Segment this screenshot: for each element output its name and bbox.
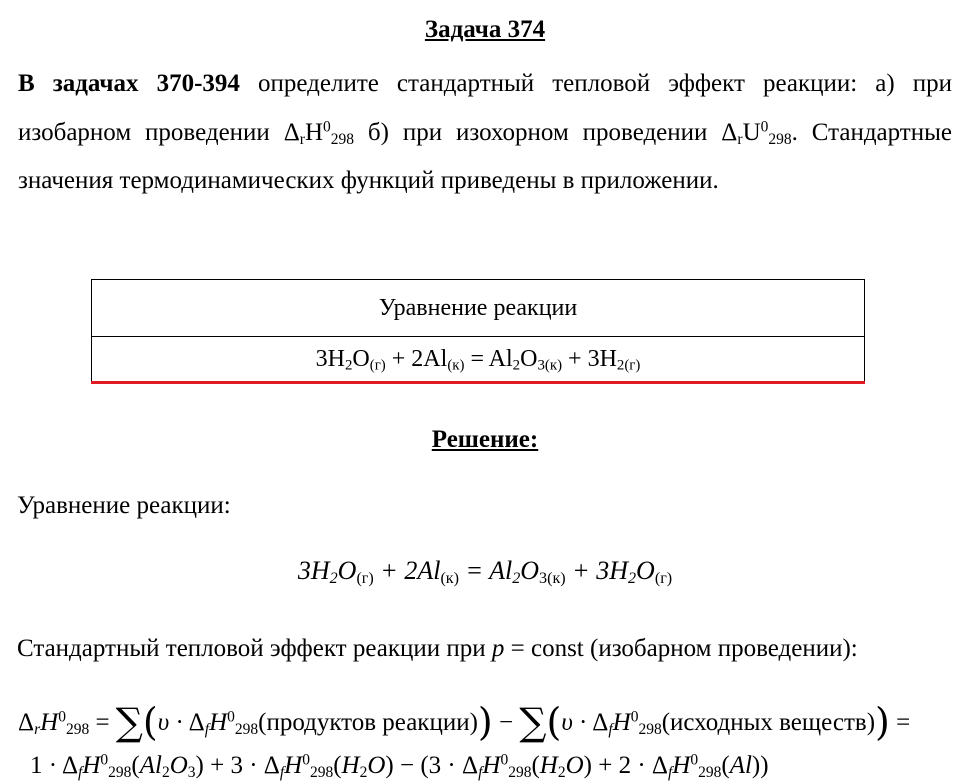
isobaric-label-text: Стандартный тепловой эффект реакции при <box>17 635 492 662</box>
formula-reactants: (исходных веществ) <box>661 709 876 736</box>
task-title: Задача 374 <box>424 16 546 43</box>
reaction-equation: $3H_2O_{(г)} + 2Al_{(к)} = Al_2O_{3(к)} + 3H_2O_{(г)}$ <box>297 556 673 588</box>
equation-label: Уравнение реакции: <box>17 492 231 519</box>
reaction-table-header: Уравнение реакции <box>92 280 865 337</box>
enthalpy-formula: $\Delta_rH^0_{298} = \sum(\upsilon$ · $\Delta_fH^0_{298}(продуктов$ реакции)) − $\sum(\upsilon \cdot \Delta_fH^0_{298}(исходных$ веществ)) = <box>18 700 911 744</box>
sum-symbol: ∑( <box>115 700 158 744</box>
isobaric-label <box>17 635 858 663</box>
formula-products: (продуктов реакции) <box>258 709 478 736</box>
task-range: В задачах 370-394 <box>18 70 240 97</box>
statement-part-2: б) при изохорном проведении Δ <box>354 118 738 146</box>
task-statement: В задачах 370-394 определите стандартный тепловой эффект реакции: а) при изобарном проведении $\Delta_rH^0_{298}$ б) при изохорном проведении $\Delta_rU^0_{298}$. Стандартные значения термодинамических функций приведены в приложении. <box>18 70 953 194</box>
statement-part-1: определите стандартный тепловой эффект реакции: а) при изобарном проведении Δ <box>18 70 952 146</box>
pressure-symbol: p <box>491 635 505 662</box>
statement-part-3: . Стандартные значения термодинамических функций приведены в приложении. <box>18 118 953 194</box>
solution-heading: Решение: <box>431 426 539 453</box>
reaction-table-equation: $3H_2O_{(г)} + 2Al_{(к)} = Al_2O_{3(к)} + 3H_{2(г)}$ <box>92 337 865 383</box>
reaction-table <box>91 279 865 384</box>
formula-continuation: $1 \cdot \Delta_fH^0_{298}(Al_2O_3) + 3 \cdot \Delta_fH^0_{298}(H_2O) - (3 \cdot \Delta_fH^0_{298}(H_2O) + 2 \cdot \Delta_fH^0_{298}(Al))$ <box>30 751 769 781</box>
isobaric-label-tail: = const (изобарном проведении): <box>504 635 858 662</box>
sum-symbol-2: ∑( <box>519 700 562 744</box>
